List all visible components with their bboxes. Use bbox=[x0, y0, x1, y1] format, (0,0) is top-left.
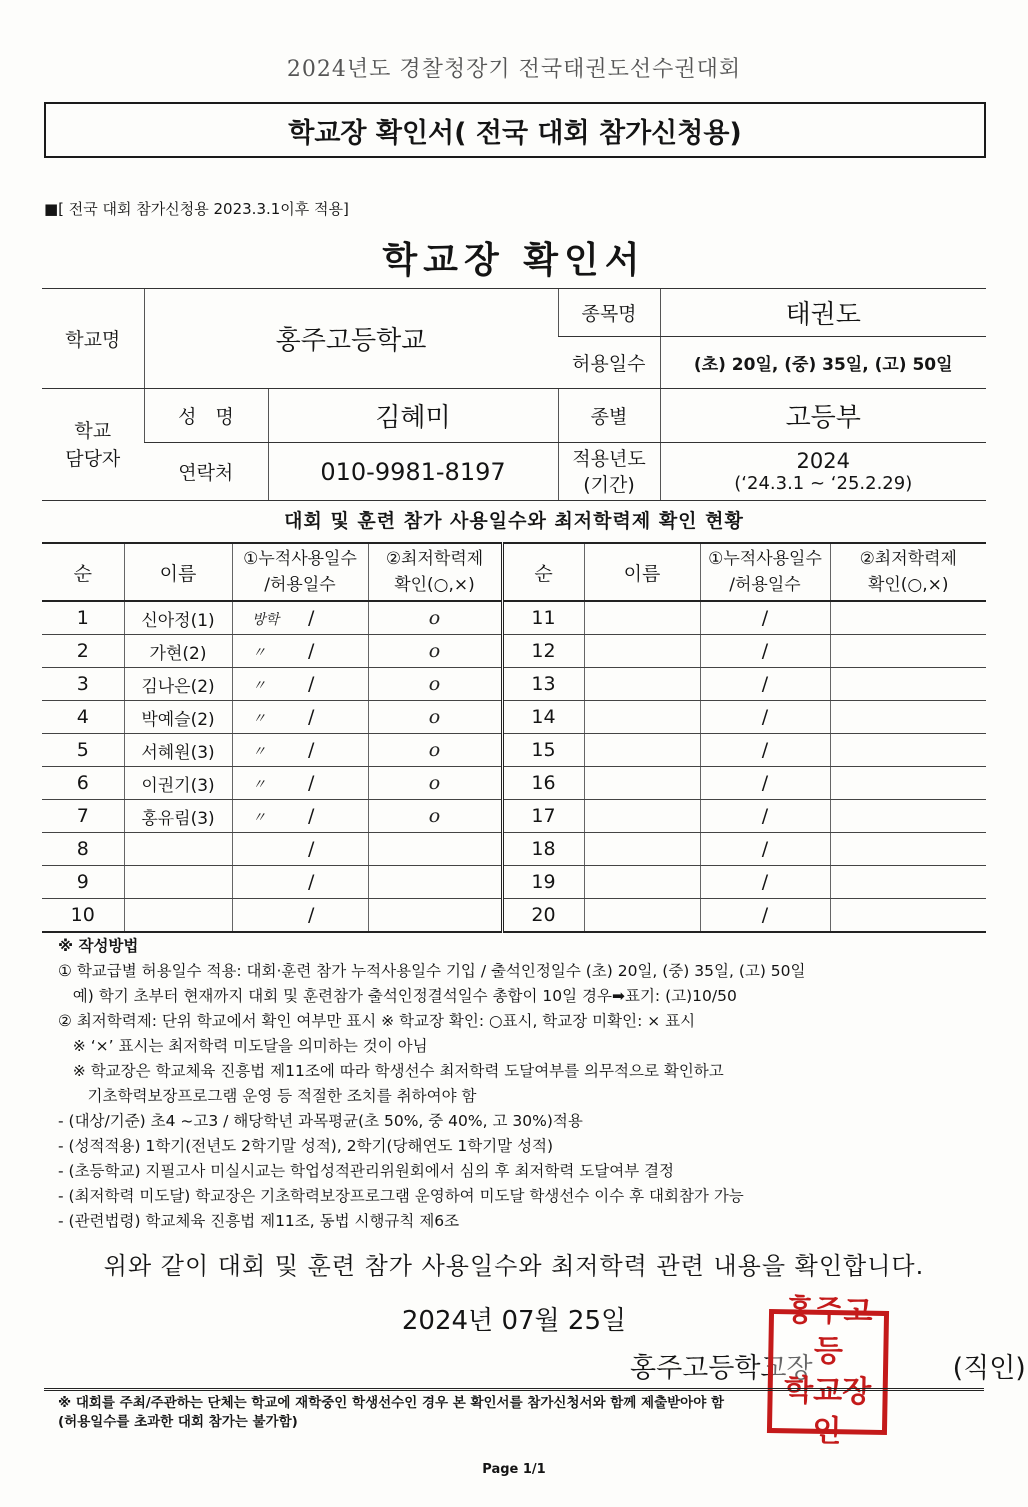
table-row bbox=[42, 701, 986, 734]
row-name bbox=[584, 833, 700, 866]
row-academic-check: o bbox=[368, 668, 502, 701]
row-used-days bbox=[232, 800, 368, 833]
event-title: 2024년도 경찰청장기 전국태권도선수권대회 bbox=[286, 57, 742, 82]
row-no: 4 bbox=[42, 701, 124, 734]
form-title bbox=[44, 102, 986, 158]
row-name bbox=[584, 601, 700, 635]
row-no: 9 bbox=[42, 866, 124, 899]
row-academic-check: o bbox=[368, 800, 502, 833]
row-academic-check bbox=[368, 899, 502, 933]
row-academic-check bbox=[830, 833, 986, 866]
writing-instructions bbox=[58, 934, 998, 1234]
days-slash: / bbox=[308, 805, 315, 827]
division-label: 종별 bbox=[558, 389, 660, 443]
row-no: 1 bbox=[42, 601, 124, 635]
days-slash: / bbox=[308, 871, 315, 893]
row-used-days: / bbox=[700, 899, 830, 933]
header-name-2: 이름 bbox=[584, 543, 700, 601]
row-used-days bbox=[232, 899, 368, 933]
footer-divider bbox=[44, 1388, 984, 1391]
row-name bbox=[584, 734, 700, 767]
confirmation-date: 2024년 07월 25일 bbox=[401, 1306, 627, 1336]
row-used-days: / bbox=[700, 866, 830, 899]
used-days-handwritten: 〃 bbox=[252, 744, 266, 760]
days-slash: / bbox=[308, 607, 315, 629]
row-no: 6 bbox=[42, 767, 124, 800]
row-name: 김나은(2) bbox=[124, 668, 232, 701]
row-academic-check bbox=[830, 668, 986, 701]
row-used-days: / bbox=[700, 601, 830, 635]
row-used-days bbox=[232, 767, 368, 800]
instruction-line: 예) 학기 초부터 현재까지 대회 및 훈련참가 출석인정결석일수 총합이 10일 경우➡표기: (고)10/50 bbox=[58, 987, 737, 1005]
used-days-handwritten: 〃 bbox=[252, 678, 266, 694]
table-row bbox=[42, 601, 986, 635]
applicability-note: ■[ 전국 대회 참가신청용 2023.3.1이후 적용] bbox=[44, 200, 349, 218]
header-days-2: ①누적사용일수 /허용일수 bbox=[700, 543, 830, 601]
row-name bbox=[584, 668, 700, 701]
year-value: 2024 bbox=[796, 449, 850, 473]
manager-label: 학교 담당자 bbox=[42, 389, 144, 501]
used-days-handwritten: 〃 bbox=[252, 711, 266, 727]
row-no: 17 bbox=[502, 800, 584, 833]
row-used-days: / bbox=[700, 701, 830, 734]
row-no: 15 bbox=[502, 734, 584, 767]
row-academic-check bbox=[830, 899, 986, 933]
row-no: 12 bbox=[502, 635, 584, 668]
row-no: 8 bbox=[42, 833, 124, 866]
table-row bbox=[42, 800, 986, 833]
row-name bbox=[124, 899, 232, 933]
row-academic-check: o bbox=[368, 767, 502, 800]
table-row bbox=[42, 635, 986, 668]
participation-rows bbox=[42, 601, 986, 932]
instruction-line: - (관련법령) 학교체육 진흥법 제11조, 동법 시행규칙 제6조 bbox=[58, 1212, 460, 1230]
instruction-line: - (대상/기준) 초4 ~고3 / 해당학년 과목평균(초 50%, 중 40%, 고 30%)적용 bbox=[58, 1112, 583, 1130]
instruction-line: ※ 작성방법 bbox=[58, 937, 139, 955]
row-no: 16 bbox=[502, 767, 584, 800]
days-slash: / bbox=[308, 640, 315, 662]
row-no: 5 bbox=[42, 734, 124, 767]
allowed-days-value: (초) 20일, (중) 35일, (고) 50일 bbox=[660, 337, 986, 389]
row-academic-check bbox=[830, 767, 986, 800]
seal-note: (직인) bbox=[952, 1353, 1026, 1384]
row-academic-check bbox=[368, 833, 502, 866]
principal-name: 홍주고등학교장 bbox=[630, 1353, 813, 1384]
row-no: 2 bbox=[42, 635, 124, 668]
participation-table bbox=[42, 542, 986, 933]
row-name: 이권기(3) bbox=[124, 767, 232, 800]
row-no: 7 bbox=[42, 800, 124, 833]
row-name bbox=[124, 866, 232, 899]
used-days-handwritten: 〃 bbox=[252, 777, 266, 793]
row-used-days: / bbox=[700, 635, 830, 668]
manager-name-value: 김혜미 bbox=[268, 389, 558, 443]
table-row bbox=[42, 833, 986, 866]
row-name: 홍유림(3) bbox=[124, 800, 232, 833]
allowed-days-label: 허용일수 bbox=[558, 337, 660, 389]
row-academic-check bbox=[830, 800, 986, 833]
stamp-line-1: 홍주고등 bbox=[785, 1293, 873, 1370]
year-cell bbox=[660, 443, 986, 501]
used-days-handwritten: 〃 bbox=[252, 645, 266, 661]
days-slash: / bbox=[308, 739, 315, 761]
footer-line-2: (허용일수를 초과한 대회 참가는 불가함) bbox=[58, 1414, 298, 1430]
row-name bbox=[124, 833, 232, 866]
row-used-days bbox=[232, 866, 368, 899]
school-info-table bbox=[42, 288, 986, 501]
row-used-days bbox=[232, 734, 368, 767]
form-title-text: 학교장 확인서( 전국 대회 참가신청용) bbox=[288, 117, 742, 149]
header-no-2: 순 bbox=[502, 543, 584, 601]
row-used-days: / bbox=[700, 767, 830, 800]
row-no: 13 bbox=[502, 668, 584, 701]
row-name bbox=[584, 635, 700, 668]
row-academic-check: o bbox=[368, 601, 502, 635]
header-days: ①누적사용일수 /허용일수 bbox=[232, 543, 368, 601]
instruction-line: ※ ‘×’ 표시는 최저학력 미도달을 의미하는 것이 아님 bbox=[58, 1037, 428, 1055]
row-academic-check bbox=[830, 866, 986, 899]
instruction-line: - (성적적용) 1학기(전년도 2학기말 성적), 2학기(당해연도 1학기말 성적) bbox=[58, 1137, 554, 1155]
row-no: 3 bbox=[42, 668, 124, 701]
row-used-days: / bbox=[700, 833, 830, 866]
confirmation-text: 위와 같이 대회 및 훈련 참가 사용일수와 최저학력 관련 내용을 확인합니다. bbox=[103, 1252, 925, 1280]
contact-label: 연락처 bbox=[144, 443, 268, 501]
row-used-days bbox=[232, 833, 368, 866]
row-academic-check: o bbox=[368, 701, 502, 734]
days-slash: / bbox=[308, 838, 315, 860]
page-number: Page 1/1 bbox=[482, 1462, 546, 1477]
table-row bbox=[42, 734, 986, 767]
school-name-label: 학교명 bbox=[42, 289, 144, 389]
stamp-line-2: 학교장인 bbox=[783, 1373, 872, 1450]
row-no: 14 bbox=[502, 701, 584, 734]
section-title: 대회 및 훈련 참가 사용일수와 최저학력제 확인 현황 bbox=[284, 510, 744, 532]
row-name bbox=[584, 767, 700, 800]
row-used-days: / bbox=[700, 734, 830, 767]
row-academic-check bbox=[830, 635, 986, 668]
days-slash: / bbox=[308, 673, 315, 695]
row-name bbox=[584, 866, 700, 899]
days-slash: / bbox=[308, 904, 315, 926]
row-academic-check: o bbox=[368, 734, 502, 767]
footer-note bbox=[58, 1394, 724, 1432]
row-academic-check bbox=[830, 701, 986, 734]
header-academic: ②최저학력제 확인(○,×) bbox=[368, 543, 502, 601]
page-title: 학교장 확인서 bbox=[382, 240, 646, 281]
year-period: (‘24.3.1 ~ ‘25.2.29) bbox=[734, 473, 913, 494]
row-academic-check: o bbox=[368, 635, 502, 668]
days-slash: / bbox=[308, 706, 315, 728]
row-academic-check bbox=[830, 734, 986, 767]
row-academic-check bbox=[368, 866, 502, 899]
used-days-handwritten: 〃 bbox=[252, 810, 266, 826]
row-no: 11 bbox=[502, 601, 584, 635]
row-used-days: / bbox=[700, 668, 830, 701]
row-name bbox=[584, 800, 700, 833]
table-row bbox=[42, 899, 986, 933]
row-name: 서혜원(3) bbox=[124, 734, 232, 767]
instruction-line: - (초등학교) 지필고사 미실시교는 학업성적관리위원회에서 심의 후 최저학력 도달여부 결정 bbox=[58, 1162, 675, 1180]
days-slash: / bbox=[308, 772, 315, 794]
row-academic-check bbox=[830, 601, 986, 635]
instruction-line: 기초학력보장프로그램 운영 등 적절한 조치를 취하여야 함 bbox=[58, 1087, 477, 1105]
instruction-line: - (최저학력 미도달) 학교장은 기초학력보장프로그램 운영하여 미도달 학생선수 이수 후 대회참가 가능 bbox=[58, 1187, 744, 1205]
school-name-value: 홍주고등학교 bbox=[144, 289, 558, 389]
table-row bbox=[42, 866, 986, 899]
row-used-days: / bbox=[700, 800, 830, 833]
row-used-days bbox=[232, 601, 368, 635]
table-row bbox=[42, 767, 986, 800]
instruction-line: ② 최저학력제: 단위 학교에서 확인 여부만 표시 ※ 학교장 확인: ○표시, 학교장 미확인: × 표시 bbox=[58, 1012, 696, 1030]
header-name: 이름 bbox=[124, 543, 232, 601]
row-no: 19 bbox=[502, 866, 584, 899]
row-no: 18 bbox=[502, 833, 584, 866]
row-no: 20 bbox=[502, 899, 584, 933]
row-no: 10 bbox=[42, 899, 124, 933]
row-name bbox=[584, 701, 700, 734]
row-name bbox=[584, 899, 700, 933]
row-name: 박예슬(2) bbox=[124, 701, 232, 734]
instruction-line: ① 학교급별 허용일수 적용: 대회·훈련 참가 누적사용일수 기입 / 출석인정일수 (초) 20일, (중) 35일, (고) 50일 bbox=[58, 962, 806, 980]
row-used-days bbox=[232, 635, 368, 668]
contact-value: 010-9981-8197 bbox=[268, 443, 558, 501]
school-seal-stamp bbox=[767, 1293, 889, 1450]
used-days-handwritten: 방학 bbox=[252, 612, 280, 628]
footer-line-1: ※ 대회를 주최/주관하는 단체는 학교에 재학중인 학생선수인 경우 본 확인서를 참가신청서와 함께 제출받아야 함 bbox=[58, 1395, 724, 1411]
division-value: 고등부 bbox=[660, 389, 986, 443]
sport-value: 태권도 bbox=[660, 289, 986, 337]
header-academic-2: ②최저학력제 확인(○,×) bbox=[830, 543, 986, 601]
header-no: 순 bbox=[42, 543, 124, 601]
instruction-line: ※ 학교장은 학교체육 진흥법 제11조에 따라 학생선수 최저학력 도달여부를 의무적으로 확인하고 bbox=[58, 1062, 724, 1080]
year-label: 적용년도 (기간) bbox=[558, 443, 660, 501]
row-name: 가현(2) bbox=[124, 635, 232, 668]
sport-label: 종목명 bbox=[558, 289, 660, 337]
row-used-days bbox=[232, 668, 368, 701]
row-used-days bbox=[232, 701, 368, 734]
row-name: 신아정(1) bbox=[124, 601, 232, 635]
table-row bbox=[42, 668, 986, 701]
manager-name-label: 성 명 bbox=[144, 389, 268, 443]
